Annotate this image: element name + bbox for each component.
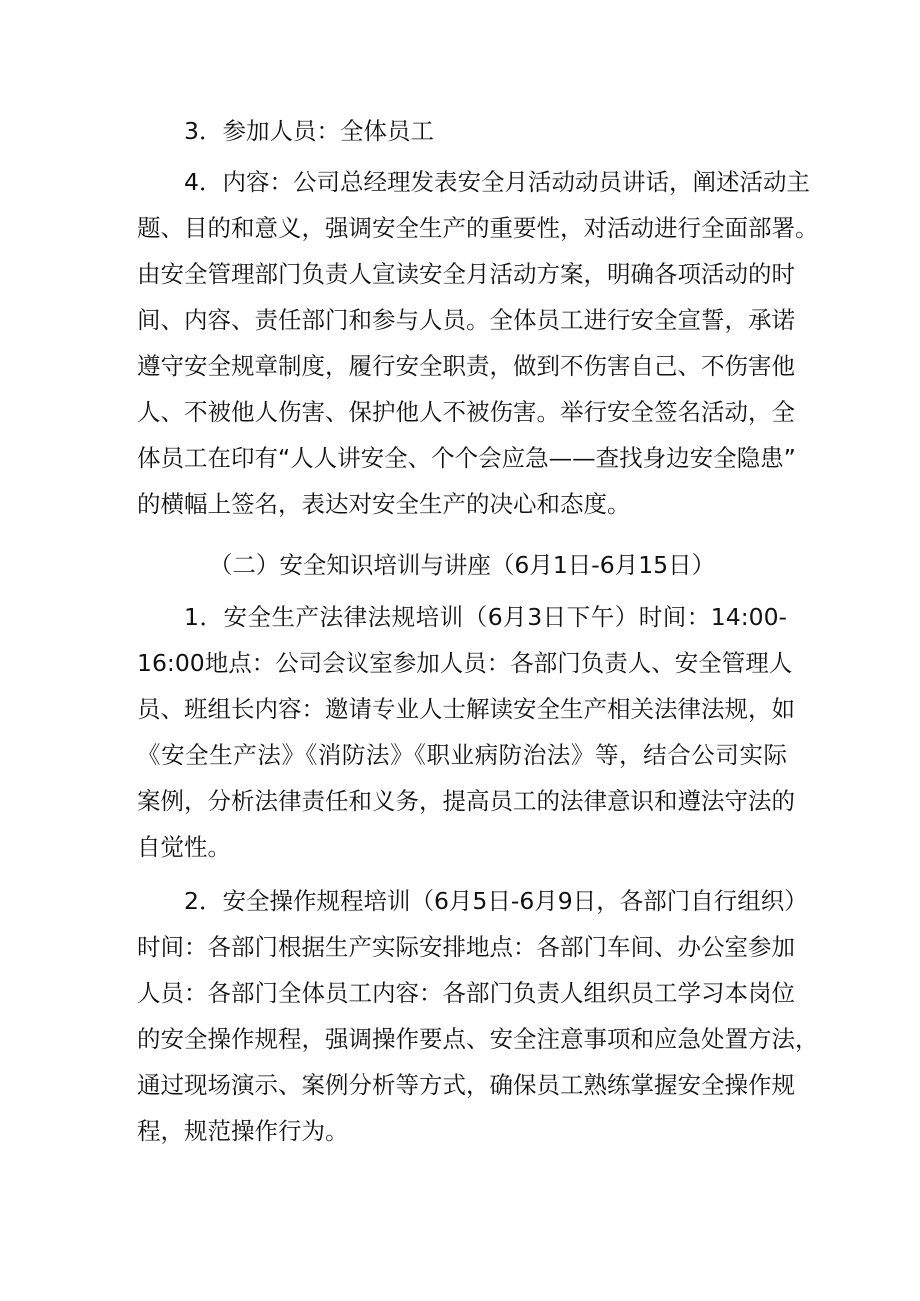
paragraph-line: 3．参加人员：全体员工: [184, 117, 434, 145]
paragraph-line: 的横幅上签名，表达对安全生产的决心和态度。: [137, 490, 631, 518]
paragraph-line: 案例，分析法律责任和义务，提高员工的法律意识和遵法守法的: [137, 787, 795, 815]
paragraph-operation-training: [137, 878, 819, 1154]
paragraph-line: 自觉性。: [137, 833, 231, 861]
paragraph-line: 通过现场演示、案例分析等方式，确保员工熟练掌握安全操作规: [137, 1071, 795, 1099]
paragraph-content: [137, 159, 819, 527]
paragraph-line: 16:00地点：公司会议室参加人员：各部门负责人、安全管理人: [137, 649, 793, 677]
paragraph-line: 时间：各部门根据生产实际安排地点：各部门车间、办公室参加: [137, 933, 795, 961]
paragraph-line: 的安全操作规程，强调操作要点、安全注意事项和应急处置方法，: [137, 1025, 819, 1053]
section-heading-text: （二）安全知识培训与讲座（6月1日-6月15日）: [208, 551, 716, 579]
section-heading: [137, 542, 787, 588]
paragraph-line: 人、不被他人伤害、保护他人不被伤害。举行安全签名活动，全: [137, 398, 795, 426]
paragraph-line: 人员：各部门全体员工内容：各部门负责人组织员工学习本岗位: [137, 979, 795, 1007]
paragraph-line: 员、班组长内容：邀请专业人士解读安全生产相关法律法规，如: [137, 695, 795, 723]
paragraph-line: 4．内容：公司总经理发表安全月活动动员讲话，阐述活动主: [184, 168, 810, 196]
paragraph-line: 1．安全生产法律法规培训（6月3日下午）时间：14:00-: [184, 603, 787, 631]
paragraph-line: 间、内容、责任部门和参与人员。全体员工进行安全宣誓，承诺: [137, 306, 795, 334]
paragraph-line: 题、目的和意义，强调安全生产的重要性，对活动进行全面部署。: [137, 214, 819, 242]
paragraph-line: 2．安全操作规程培训（6月5日-6月9日，各部门自行组织）: [184, 887, 808, 915]
paragraph-line: 《安全生产法》《消防法》《职业病防治法》等，结合公司实际: [137, 741, 787, 769]
paragraph-law-training: [137, 594, 795, 870]
paragraph-participants: [137, 108, 787, 154]
paragraph-line: 体员工在印有“人人讲安全、个个会应急——查找身边安全隐患”: [137, 444, 796, 472]
paragraph-line: 由安全管理部门负责人宣读安全月活动方案，明确各项活动的时: [137, 260, 795, 288]
paragraph-line: 遵守安全规章制度，履行安全职责，做到不伤害自己、不伤害他: [137, 352, 795, 380]
paragraph-line: 程，规范操作行为。: [137, 1117, 349, 1145]
